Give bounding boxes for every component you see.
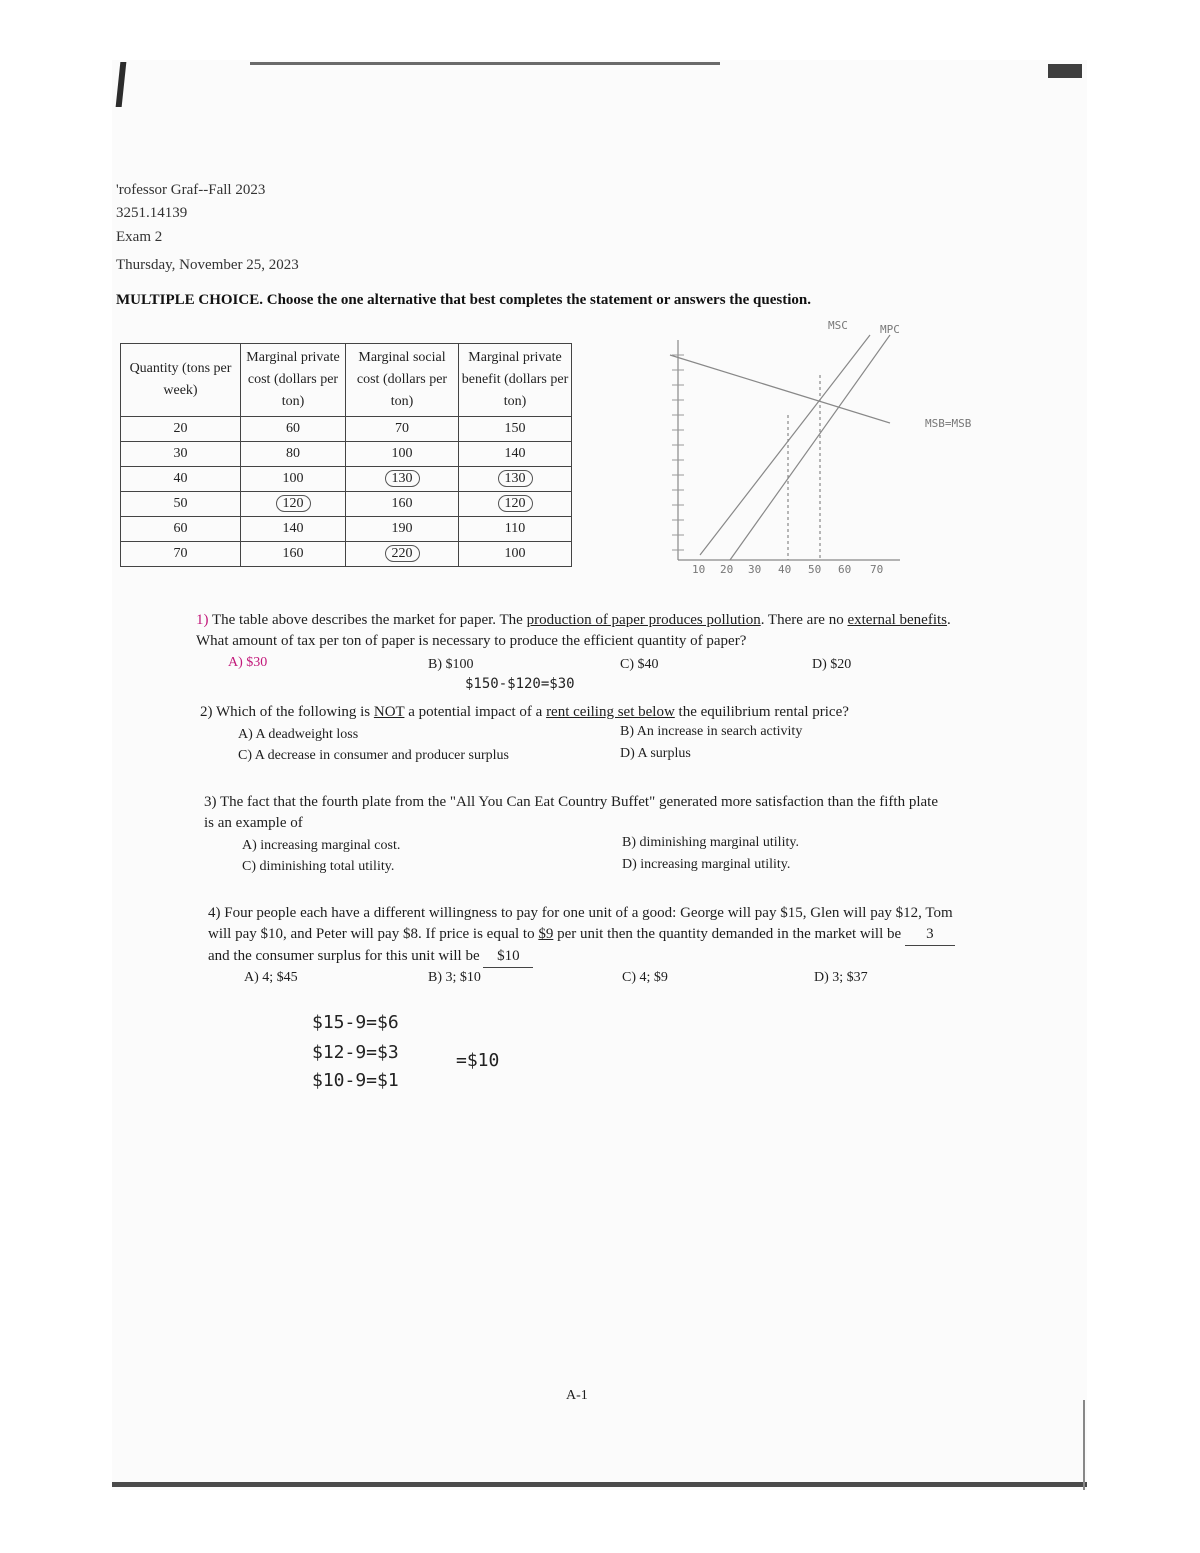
q2-text-a: Which of the following is — [215, 704, 374, 720]
table-row — [121, 492, 572, 517]
table-header: Marginal social cost (dollars per ton) — [346, 344, 459, 417]
q2-choice-a[interactable]: A) A deadweight loss — [238, 727, 359, 742]
handwritten-graph — [640, 315, 1040, 580]
q2-not: NOT — [373, 704, 405, 720]
table-header: Marginal private benefit (dollars per ton) — [459, 344, 572, 417]
table-header: Quantity (tons per week) — [121, 344, 241, 417]
table-cell: 100 — [459, 542, 572, 567]
q1-choice-c[interactable]: C) $40 — [620, 657, 659, 672]
graph-label-msc: MSC — [828, 319, 848, 332]
q4-price: $9 — [538, 926, 554, 942]
q2-choice-d[interactable]: D) A surplus — [620, 746, 691, 761]
scan-edge-top — [250, 62, 720, 65]
q4-choice-d[interactable]: D) 3; $37 — [814, 970, 868, 985]
scan-edge-bottom — [112, 1482, 1087, 1487]
table-row — [121, 542, 572, 567]
q1-underline-2: external benefits — [847, 612, 948, 628]
q4-work-line: $15-9=$6 — [312, 1012, 399, 1033]
q3-choice-a[interactable]: A) increasing marginal cost. — [242, 838, 401, 853]
q4-choice-a[interactable]: A) 4; $45 — [244, 970, 298, 985]
q1-number: 1) — [196, 612, 209, 628]
table-row — [121, 417, 572, 442]
question-3-text — [204, 792, 949, 834]
table-cell: 20 — [121, 417, 241, 442]
q3-choice-c[interactable]: C) diminishing total utility. — [242, 859, 395, 874]
question-2-text — [200, 702, 960, 723]
table-row — [121, 517, 572, 542]
q1-choice-b[interactable]: B) $100 — [428, 657, 474, 672]
table-cell: 70 — [346, 417, 459, 442]
header-exam: Exam 2 — [116, 229, 163, 245]
q4-work-line: $10-9=$1 — [312, 1070, 399, 1091]
q4-choice-b[interactable]: B) 3; $10 — [428, 970, 481, 985]
table-cell: 160 — [346, 492, 459, 517]
instructions — [116, 292, 811, 309]
q1-underline-1: production of paper produces pollution — [526, 612, 761, 628]
graph-x-tick: 10 — [692, 563, 706, 576]
exam-sheet — [112, 60, 1087, 1490]
instructions-title: MULTIPLE CHOICE. — [116, 292, 263, 308]
q1-choice-d[interactable]: D) $20 — [812, 657, 852, 672]
table-cell: 190 — [346, 517, 459, 542]
q2-text-b: a potential impact of a — [404, 704, 547, 720]
q2-text-c: the equilibrium rental price? — [674, 704, 849, 720]
market-table — [120, 343, 572, 567]
table-cell: 60 — [121, 517, 241, 542]
graph-x-tick: 50 — [808, 563, 822, 576]
table-cell: 150 — [459, 417, 572, 442]
table-cell: 110 — [459, 517, 572, 542]
q1-text-a: The table above describes the market for paper. The — [211, 612, 527, 628]
table-cell — [241, 492, 346, 517]
table-row — [121, 467, 572, 492]
q4-work-total: =$10 — [456, 1050, 500, 1071]
q3-text: The fact that the fourth plate from the "All You Can Eat Country Buffet" generated more satisfaction than the fifth plate is an example of — [204, 794, 938, 831]
table-cell: 70 — [121, 542, 241, 567]
q4-text-b: per unit then the quantity demanded in the market will be — [553, 926, 902, 942]
q4-number: 4) — [208, 905, 221, 921]
table-cell: 160 — [241, 542, 346, 567]
header-date: Thursday, November 25, 2023 — [116, 257, 299, 273]
graph-x-tick: 70 — [870, 563, 884, 576]
graph-x-tick: 40 — [778, 563, 792, 576]
circled-value: 130 — [385, 470, 420, 487]
q4-text-a: Four people each have a different willingness to pay for one unit of a good: George will pay $15, Glen will pay $12, Tom will pay $10, and Peter will pay $8. If price is equal to — [208, 905, 953, 942]
q1-choice-a[interactable]: A) $30 — [228, 655, 268, 670]
q2-choice-b[interactable]: B) An increase in search activity — [620, 724, 803, 739]
scan-corner-right — [1048, 64, 1082, 78]
circled-value: 220 — [385, 545, 420, 562]
q3-choice-b[interactable]: B) diminishing marginal utility. — [622, 835, 799, 850]
question-4-text — [208, 903, 958, 968]
table-cell — [346, 542, 459, 567]
table-cell: 40 — [121, 467, 241, 492]
q4-choice-c[interactable]: C) 4; $9 — [622, 970, 668, 985]
graph-x-tick: 30 — [748, 563, 762, 576]
table-cell: 80 — [241, 442, 346, 467]
question-1-text — [196, 610, 956, 652]
q2-underline: rent ceiling set below — [546, 704, 675, 720]
graph-msb-line — [670, 355, 890, 423]
table-cell — [459, 492, 572, 517]
table-row — [121, 442, 572, 467]
graph-msc-line — [700, 335, 870, 555]
graph-x-tick: 60 — [838, 563, 852, 576]
table-cell: 100 — [241, 467, 346, 492]
graph-label-mpc: MPC — [880, 323, 900, 336]
q1-text-c: . What amount of tax per ton of paper is necessary to produce the efficient quantity of paper? — [196, 612, 951, 649]
instructions-text: Choose the one alternative that best completes the statement or answers the question. — [266, 292, 811, 308]
table-cell — [459, 467, 572, 492]
q4-text-c: and the consumer surplus for this unit will be — [208, 948, 480, 964]
header-professor: 'rofessor Graf--Fall 2023 — [116, 182, 266, 198]
q4-blank-quantity[interactable]: 3 — [905, 924, 955, 946]
q1-text-b: . There are no — [760, 612, 848, 628]
table-cell — [346, 467, 459, 492]
scan-edge-right — [1083, 1400, 1085, 1490]
circled-value: 120 — [498, 495, 533, 512]
circled-value: 130 — [498, 470, 533, 487]
table-cell: 30 — [121, 442, 241, 467]
q4-blank-surplus[interactable]: $10 — [483, 946, 533, 968]
q2-number: 2) — [200, 704, 213, 720]
page-number: A-1 — [566, 1388, 588, 1403]
table-cell: 60 — [241, 417, 346, 442]
q2-choice-c[interactable]: C) A decrease in consumer and producer surplus — [238, 748, 509, 763]
table-cell: 50 — [121, 492, 241, 517]
graph-x-tick: 20 — [720, 563, 734, 576]
table-header-row — [121, 344, 572, 417]
q1-scribble: $150-$120=$30 — [465, 676, 575, 692]
circled-value: 120 — [276, 495, 311, 512]
header-course: 3251.14139 — [116, 205, 188, 221]
graph-mpc-line — [730, 335, 890, 560]
table-header: Marginal private cost (dollars per ton) — [241, 344, 346, 417]
graph-label-msb: MSB=MSB — [925, 417, 972, 430]
q3-choice-d[interactable]: D) increasing marginal utility. — [622, 857, 791, 872]
table-cell: 140 — [459, 442, 572, 467]
q4-work-line: $12-9=$3 — [312, 1042, 399, 1063]
q3-number: 3) — [204, 794, 217, 810]
table-cell: 140 — [241, 517, 346, 542]
table-cell: 100 — [346, 442, 459, 467]
